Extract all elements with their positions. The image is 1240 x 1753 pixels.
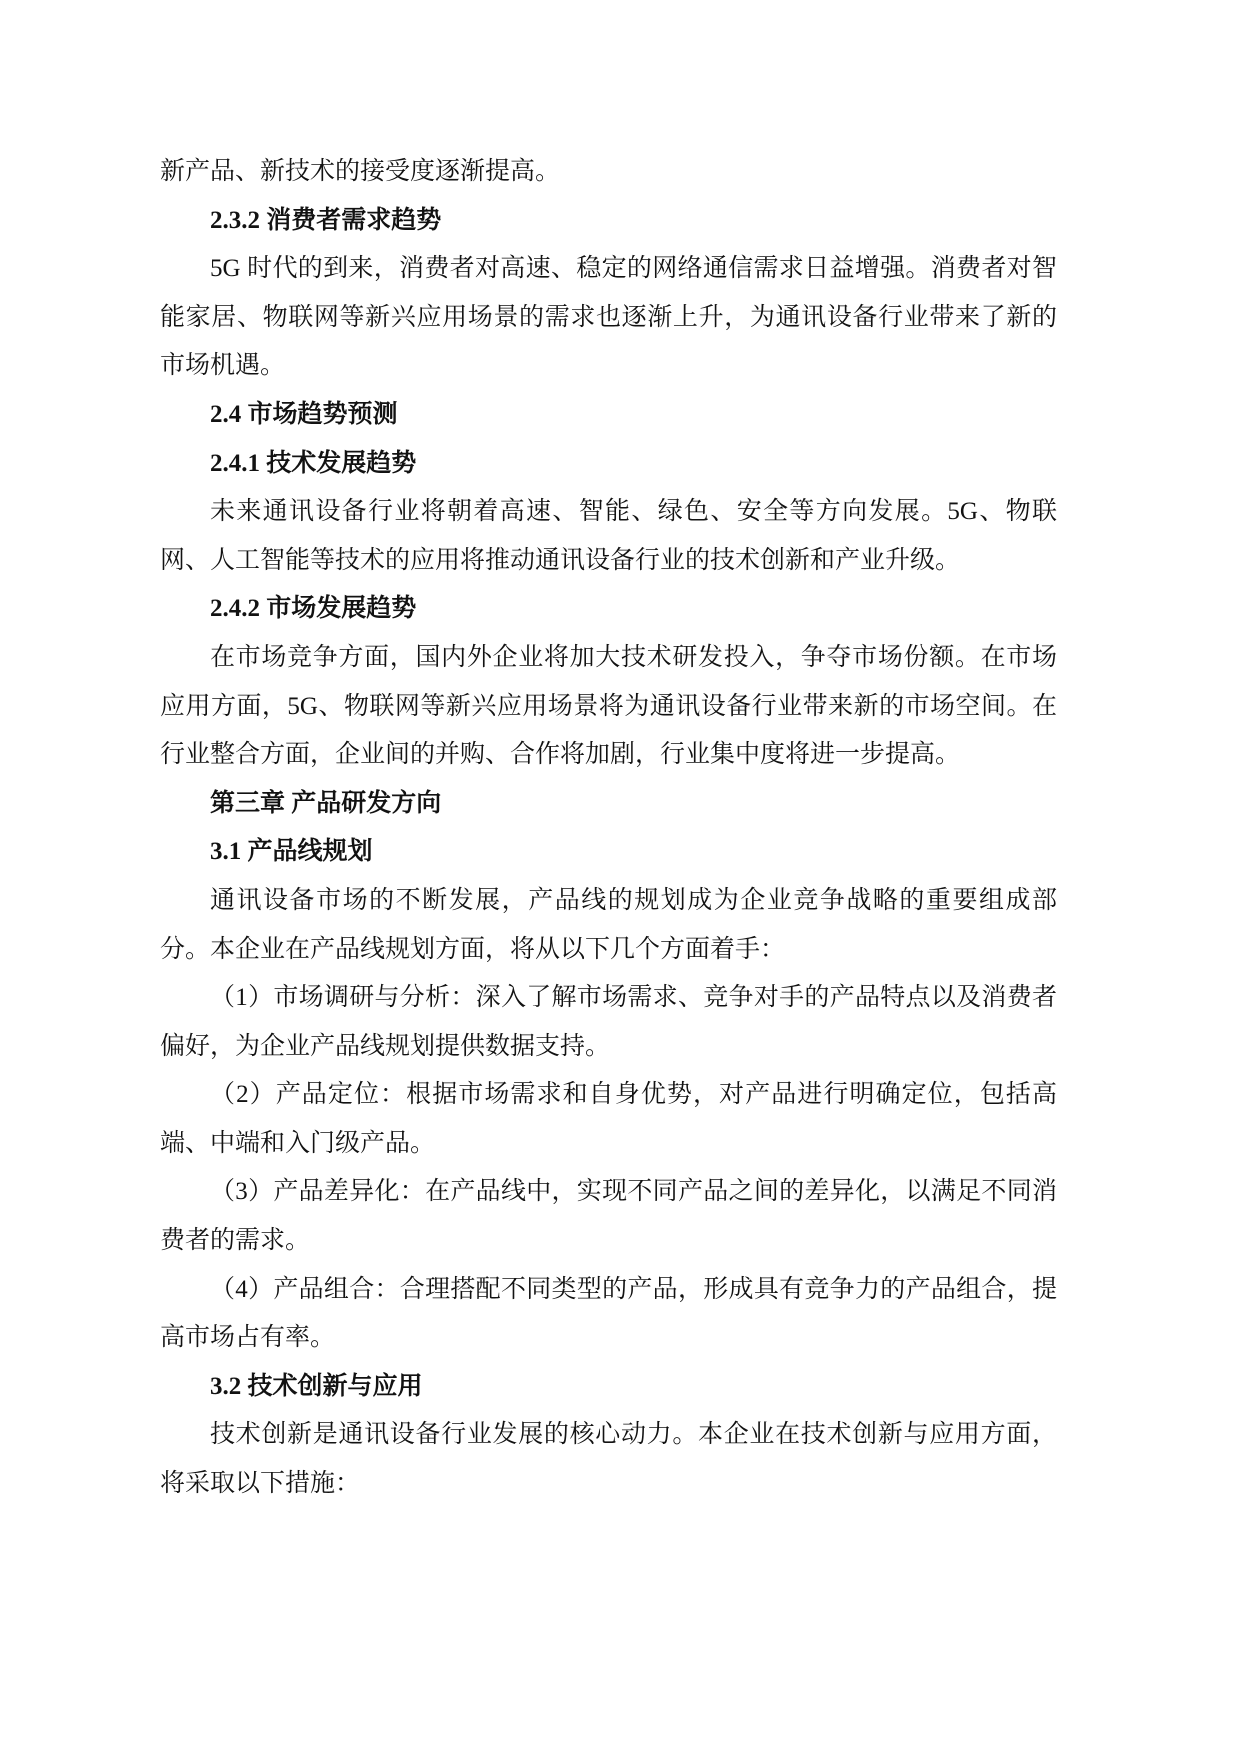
- chapter-heading-3: 第三章 产品研发方向: [210, 789, 442, 817]
- paragraph-item-2-product-positioning: （2）产品定位：根据市场需求和自身优势，对产品进行明确定位，包括高端、中端和入门级产品。: [160, 1081, 1057, 1157]
- paragraph-consumer-demand: 5G 时代的到来，消费者对高速、稳定的网络通信需求日益增强。消费者对智能家居、物联网等新兴应用场景的需求也逐渐上升，为通讯设备行业带来了新的市场机遇。: [160, 255, 1057, 380]
- paragraph-tech-trend: 未来通讯设备行业将朝着高速、智能、绿色、安全等方向发展。5G、物联网、人工智能等技术的应用将推动通讯设备行业的技术创新和产业升级。: [160, 498, 1057, 574]
- paragraph-market-trend: 在市场竞争方面，国内外企业将加大技术研发投入，争夺市场份额。在市场应用方面，5G、物联网等新兴应用场景将为通讯设备行业带来新的市场空间。在行业整合方面，企业间的并购、合作将加剧，行业集中度将进一步提高。: [160, 643, 1057, 769]
- paragraph-item-1-market-research: （1）市场调研与分析：深入了解市场需求、竞争对手的产品特点以及消费者偏好，为企业产品线规划提供数据支持。: [160, 984, 1057, 1060]
- paragraph-continuation: 新产品、新技术的接受度逐渐提高。: [160, 158, 561, 185]
- document-content: [160, 0, 1057, 1509]
- paragraph-tech-innovation-intro: 技术创新是通讯设备行业发展的核心动力。本企业在技术创新与应用方面，将采取以下措施：: [160, 1421, 1057, 1498]
- heading-2-4-2: 2.4.2 市场发展趋势: [210, 595, 417, 623]
- heading-3-2: 3.2 技术创新与应用: [210, 1372, 423, 1400]
- heading-3-1: 3.1 产品线规划: [210, 838, 373, 866]
- heading-2-4: 2.4 市场趋势预测: [210, 400, 398, 428]
- paragraph-item-3-differentiation: （3）产品差异化：在产品线中，实现不同产品之间的差异化，以满足不同消费者的需求。: [160, 1178, 1057, 1255]
- heading-2-3-2: 2.3.2 消费者需求趋势: [210, 206, 442, 234]
- paragraph-item-4-product-mix: （4）产品组合：合理搭配不同类型的产品，形成具有竞争力的产品组合，提高市场占有率。: [160, 1275, 1057, 1352]
- paragraph-product-line-intro: 通讯设备市场的不断发展，产品线的规划成为企业竞争战略的重要组成部分。本企业在产品线规划方面，将从以下几个方面着手：: [160, 886, 1057, 963]
- heading-2-4-1: 2.4.1 技术发展趋势: [210, 449, 417, 477]
